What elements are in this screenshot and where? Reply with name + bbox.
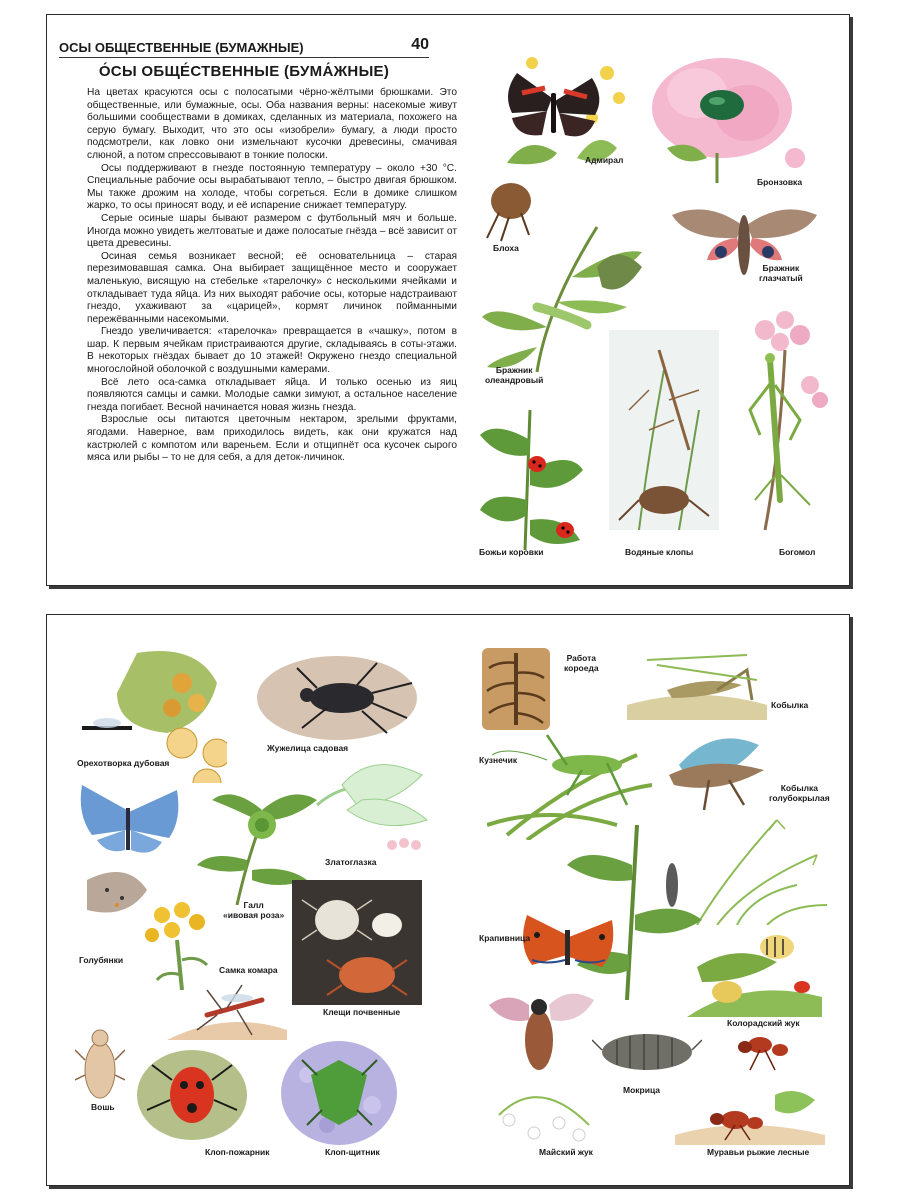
caption-line: Работа xyxy=(566,653,596,663)
book-page-bottom xyxy=(46,614,850,1186)
caption-line: «ивовая роза» xyxy=(223,910,285,920)
bronzovka-illustration xyxy=(637,43,812,183)
caption-krapivnitsa: Крапивница xyxy=(479,933,531,943)
caption-koloradsky: Колорадский жук xyxy=(727,1018,800,1028)
koloradsky-illustration xyxy=(687,927,822,1017)
zhuzhelitsa-illustration xyxy=(247,643,422,743)
caption-bogomol: Богомол xyxy=(779,547,816,557)
paragraph: Осы поддерживают в гнезде постоянную температуру – около +30 °С. Специальные рабочие осы вырабатывают тепло, – быстро двигая брюшком. Мы также дрожим на холоде, чтобы согреться. Если в домике слишком жарко, то осы приносят воду, и её испарение снижает температуру. xyxy=(87,162,457,212)
krapivnitsa-illustration xyxy=(507,825,707,1000)
caption-brazhnik-oleandrovy xyxy=(485,365,543,385)
caption-rabota-koroeda xyxy=(564,653,599,673)
bozhi-korovki-illustration xyxy=(475,400,585,550)
caption-vosh: Вошь xyxy=(91,1102,115,1112)
caption-kleshchi: Клещи почвенные xyxy=(323,1007,401,1017)
zlatoglazka-illustration xyxy=(312,755,432,855)
caption-line: голубокрылая xyxy=(769,793,830,803)
paragraph: На цветах красуются осы с полосатыми чёрно-жёлтыми брюшками. Это общественные, или бумажные, осы. Оба названия верны: насекомые живут большими сообществами в домиках, сделанных из материала, похожего на серую бумагу. Выходит, что это осы «изобрели» бумагу, а люди просто подсмотрели, как ловко они измельчают кусочки древесины, смачивая слюной, а потом спрессовывают в тонкие полоски. xyxy=(87,87,457,161)
caption-mayskiy: Майский жук xyxy=(539,1147,593,1157)
caption-kuznechik: Кузнечик xyxy=(479,755,518,765)
caption-admiral: Адмирал xyxy=(585,155,624,165)
running-head-title: ОСЫ ОБЩЕСТВЕННЫЕ (БУМАЖНЫЕ) xyxy=(59,40,304,55)
muravyi-illustration xyxy=(675,1025,825,1145)
caption-line: Бражник xyxy=(762,263,800,273)
kleshchi-illustration xyxy=(292,880,422,1005)
vosh-illustration xyxy=(75,1020,125,1105)
caption-klop-shchitnik: Клоп-щитник xyxy=(325,1147,380,1157)
caption-golubyanki: Голубянки xyxy=(79,955,124,965)
caption-klop-pozharnik: Клоп-пожарник xyxy=(205,1147,270,1157)
caption-muravyi: Муравьи рыжие лесные xyxy=(707,1147,810,1157)
article-title: О́СЫ ОБЩЕ́СТВЕННЫЕ (БУМА́ЖНЫЕ) xyxy=(98,63,390,80)
vodyanye-klopy-illustration xyxy=(609,330,719,530)
caption-mokritsa: Мокрица xyxy=(623,1085,661,1095)
caption-vodyanye-klopy: Водяные клопы xyxy=(625,547,694,557)
caption-zhuzhelitsa: Жужелица садовая xyxy=(267,743,349,753)
caption-line: Кобылка xyxy=(780,783,818,793)
caption-blokha: Блоха xyxy=(493,243,519,253)
paragraph: Осиная семья возникает весной; её основательница – старая перезимовавшая самка. Она выбирает защищённое место и сооружает маленькую, висящую на стебельке «тарелочку» с несколькими ячейками и откладывает туда яйца. Из них выходят рабочие осы, которые надстраивают гнездо, ухаживают за «царицей», кормят личинок пойманными пережёванными насекомыми. xyxy=(87,250,457,325)
caption-gall xyxy=(223,900,284,920)
caption-line: олеандровый xyxy=(485,375,544,385)
paragraph: Серые осиные шары бывают размером с футбольный мяч и больше. Иногда можно увидеть желтоватые и даже полосатые гнёзда – всё зависит от цвета древесины. xyxy=(87,212,457,250)
paragraph: Гнездо увеличивается: «тарелочка» превращается в «чашку», потом в шар. К первым ячейкам пристраиваются другие, складываясь в соты-этажи. В некоторых гнёздах бывает до 10 этажей! Окружено гнездо специальной многослойной оболочкой с воздушными камерами. xyxy=(87,326,457,376)
caption-brazhnik-glazchaty xyxy=(759,263,803,283)
mayskiy-illustration xyxy=(479,985,609,1150)
klop-pozharnik-illustration xyxy=(132,1040,252,1145)
caption-bronzovka: Бронзовка xyxy=(757,177,803,187)
kobylka-illustration xyxy=(627,650,767,720)
article-body xyxy=(87,87,457,465)
caption-samka-komara: Самка комара xyxy=(219,965,278,975)
yellow-flowers-illustration xyxy=(137,900,227,990)
caption-line: Галл xyxy=(243,900,264,910)
kuznechik-illustration xyxy=(487,725,652,840)
caption-line: короеда xyxy=(564,663,599,673)
admiral-illustration xyxy=(487,43,637,173)
running-head xyxy=(59,37,429,58)
kobylka-golubokrylaya-illustration xyxy=(659,725,769,815)
caption-orekhotvorka: Орехотворка дубовая xyxy=(77,758,170,768)
page-number: 40 xyxy=(411,36,429,53)
caption-zlatoglazka: Златоглазка xyxy=(325,857,377,867)
caption-kobylka: Кобылка xyxy=(771,700,809,710)
caption-kobylka-golubokrylaya xyxy=(769,783,830,803)
bogomol-illustration xyxy=(725,300,835,535)
caption-line: глазчатый xyxy=(759,273,803,283)
rabota-koroeda-illustration xyxy=(479,643,554,733)
samka-komara-illustration xyxy=(167,980,287,1040)
caption-bozhi-korovki: Божьи коровки xyxy=(479,547,544,557)
klop-shchitnik-illustration xyxy=(277,1035,402,1150)
paragraph: Взрослые осы питаются цветочным нектаром, зрелыми фруктами, ягодами. Наверное, вам приходилось видеть, как они кружатся над кастрюлей с компотом или вареньем. Если и отщипнёт оса кусочек сырого мяса или рыбы – то не для себя, а для деток-личинок. xyxy=(87,414,457,464)
caption-line: Бражник xyxy=(495,365,533,375)
paragraph: Всё лето оса-самка откладывает яйца. И только осенью из яиц появляются самцы и самки. Молодые самки зимуют, а остальное население гнезда погибает. Весной начинается новая жизнь гнезда. xyxy=(87,376,457,413)
book-page-top xyxy=(46,14,850,586)
